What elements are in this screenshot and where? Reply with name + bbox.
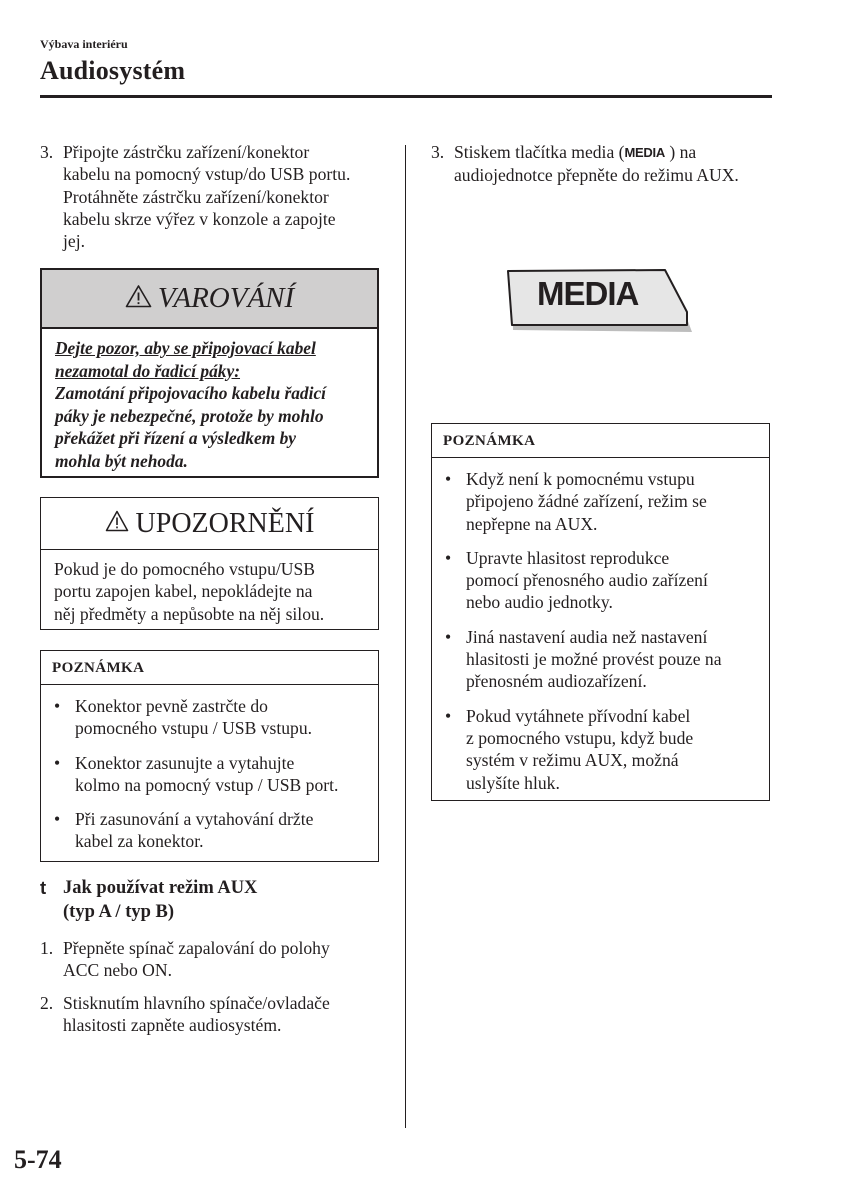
list-item-line: kolmo na pomocný vstup / USB port. — [75, 774, 339, 795]
column-divider — [405, 145, 406, 1128]
list-item-line: Jiná nastavení audia než nastavení — [466, 626, 708, 647]
step-number: 1. — [40, 938, 54, 958]
list-item-line: připojeno žádné zařízení, režim se — [466, 491, 707, 512]
warning-box — [40, 268, 379, 478]
warning-line: překážet při řízení a výsledkem by — [55, 428, 297, 448]
warning-body — [42, 329, 377, 472]
warning-line: mohla být nehoda. — [55, 450, 188, 471]
warning-triangle-icon — [125, 284, 152, 313]
list-item — [445, 626, 763, 693]
caution-line: něj předměty a nepůsobte na něj silou. — [54, 603, 325, 624]
step-line: kabelu na pomocný vstup/do USB portu. — [63, 164, 351, 185]
list-item-line: kabel za konektor. — [75, 831, 204, 852]
note-list — [41, 685, 378, 853]
left-step-2 — [40, 992, 390, 1042]
step-line: Přepněte spínač zapalování do polohy — [63, 938, 330, 958]
step-line: audiojednotce přepněte do režimu AUX. — [454, 165, 739, 186]
bullet-icon: • — [445, 705, 452, 726]
section-label: Výbava interiéru — [40, 37, 128, 51]
step-text-part: Stiskem tlačítka media ( — [454, 142, 625, 162]
step-line: kabelu skrze výřez v konzole a zapojte — [63, 208, 336, 229]
bullet-icon: • — [445, 469, 452, 489]
list-item-line: Upravte hlasitost reprodukce — [466, 547, 670, 568]
bullet-icon: • — [445, 547, 452, 568]
media-button-label: MEDIA — [537, 275, 639, 312]
bullet-icon: • — [445, 626, 452, 647]
step-line: jej. — [63, 231, 85, 252]
list-item-line: systém v režimu AUX, možná — [466, 750, 679, 771]
list-item-line: Konektor zasunujte a vytahujte — [75, 752, 295, 773]
caution-line: Pokud je do pomocného vstupu/USB — [54, 559, 315, 579]
step-line: Připojte zástrčku zařízení/konektor — [63, 142, 310, 162]
caution-line: portu zapojen kabel, nepokládejte na — [54, 581, 313, 602]
subsection-line: Jak používat režim AUX — [63, 878, 258, 898]
list-item — [54, 752, 372, 797]
step-number: 3. — [431, 142, 445, 162]
title-rule — [40, 95, 772, 98]
warning-line: páky je nebezpečné, protože by mohlo — [55, 405, 324, 426]
warning-line: Zamotání připojovacího kabelu řadicí — [55, 383, 327, 403]
step-text — [63, 141, 350, 252]
note-box-left — [40, 650, 379, 862]
note-list — [432, 458, 769, 794]
page-title: Audiosystém — [40, 56, 186, 85]
list-item-line: Při zasunování a vytahování držte — [75, 809, 314, 830]
subsection-heading — [40, 876, 390, 926]
list-item-line: nebo audio jednotky. — [466, 592, 613, 613]
warning-header — [42, 270, 377, 329]
bullet-icon: • — [54, 809, 61, 830]
step-number: 2. — [40, 993, 54, 1013]
step-line: hlasitosti zapněte audiosystém. — [63, 1015, 282, 1036]
left-step-1 — [40, 937, 390, 987]
warning-triangle-icon — [105, 510, 129, 537]
step-line: Stisknutím hlavního spínače/ovladače — [63, 993, 330, 1013]
list-item-line: přenosném audiozařízení. — [466, 671, 647, 692]
step-text-part: ) na — [669, 142, 697, 162]
list-item-line: hlasitosti je možné provést pouze na — [466, 649, 722, 670]
list-item-line: pomocného vstupu / USB vstupu. — [75, 718, 313, 739]
list-item — [445, 705, 763, 794]
caution-header — [41, 498, 378, 550]
step-line: Protáhněte zástrčku zařízení/konektor — [63, 186, 329, 207]
list-item-line: Když není k pomocnému vstupu — [466, 469, 695, 489]
subsection-title — [63, 876, 257, 924]
step-line — [454, 141, 739, 164]
bullet-icon: • — [54, 752, 61, 773]
list-item-line: nepřepne na AUX. — [466, 513, 598, 534]
note-title: POZNÁMKA — [41, 651, 378, 685]
bullet-icon: • — [54, 696, 61, 716]
list-item-line: Konektor pevně zastrčte do — [75, 696, 268, 716]
caution-body — [41, 550, 378, 625]
subsection-marker: t — [40, 877, 47, 898]
list-item — [445, 547, 763, 614]
list-item-line: Pokud vytáhnete přívodní kabel — [466, 705, 691, 726]
page-number: 5-74 — [14, 1145, 62, 1174]
list-item — [54, 695, 372, 740]
warning-line: Dejte pozor, aby se připojovací kabel — [55, 338, 316, 358]
right-step-3 — [431, 141, 776, 191]
warning-title: VAROVÁNÍ — [157, 282, 295, 314]
warning-line: nezamotal do řadicí páky: — [55, 360, 241, 381]
caution-title: UPOZORNĚNÍ — [135, 507, 315, 539]
step-number: 3. — [40, 142, 54, 162]
step-text — [63, 992, 330, 1037]
note-box-right — [431, 423, 770, 801]
list-item-line: z pomocného vstupu, když bude — [466, 727, 694, 748]
list-item-line: uslyšíte hluk. — [466, 772, 560, 793]
note-title: POZNÁMKA — [432, 424, 769, 458]
media-button-illustration — [503, 266, 698, 336]
step-text — [63, 937, 330, 982]
step-line: ACC nebo ON. — [63, 960, 172, 981]
subsection-line: (typ A / typ B) — [63, 902, 175, 922]
media-inline-label: MEDIA — [624, 145, 665, 160]
caution-box — [40, 497, 379, 630]
step-text — [454, 141, 739, 187]
list-item — [54, 808, 372, 853]
list-item — [445, 468, 763, 535]
list-item-line: pomocí přenosného audio zařízení — [466, 570, 708, 591]
